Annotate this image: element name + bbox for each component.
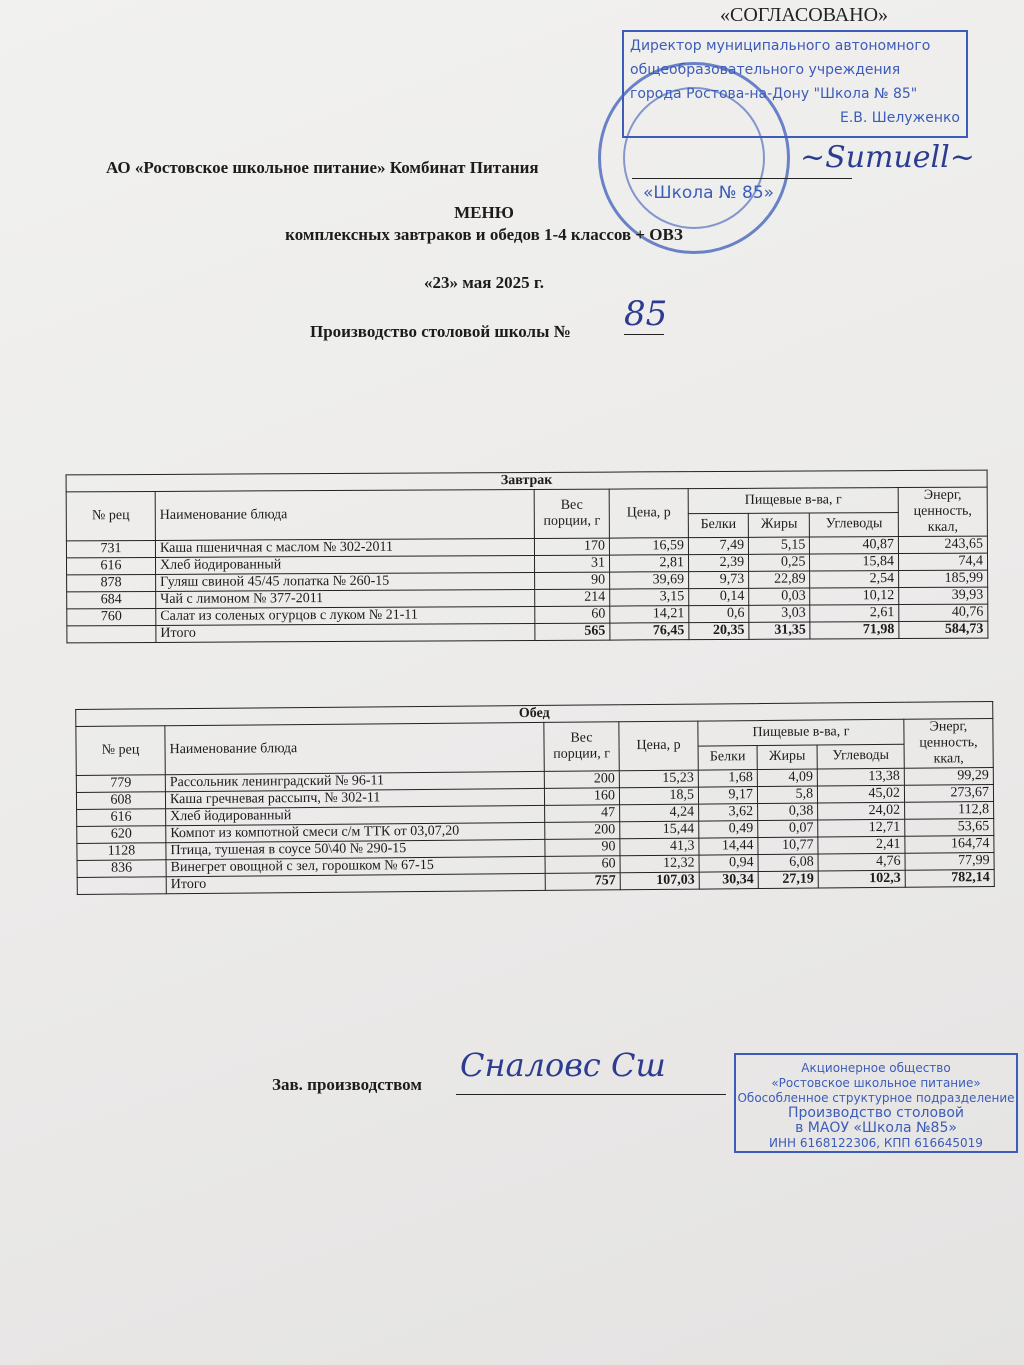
dish-name: Каша пшеничная с маслом № 302-2011 — [155, 538, 534, 557]
rec-number: 620 — [77, 826, 166, 844]
dish-name: Компот из компотной смеси с/м ТТК от 03,07,20 — [166, 822, 545, 842]
column-header-carbs: Углеводы — [817, 744, 904, 769]
protein: 3,62 — [699, 804, 758, 822]
column-header-carbs: Углеводы — [810, 512, 899, 537]
rec-number-total — [67, 625, 156, 642]
protein: 0,6 — [689, 605, 749, 622]
fat-total: 31,35 — [749, 622, 810, 639]
dish-name: Хлеб йодированный — [155, 555, 534, 574]
column-header-weight: Вес порции, г — [534, 489, 609, 538]
energy: 273,67 — [904, 784, 993, 802]
section-title: Завтрак — [66, 470, 987, 492]
price-total: 107,03 — [620, 872, 699, 890]
carbs: 24,02 — [818, 802, 905, 820]
company-name: АО «Ростовское школьное питание» Комбинат Питания — [106, 158, 539, 177]
production-stamp-line: «Ростовское школьное питание» — [771, 1076, 981, 1090]
column-header-energy: Энерг, ценность, ккал, — [904, 719, 993, 769]
director-stamp-line: города Ростова-на-Дону "Школа № 85" — [630, 86, 918, 102]
column-header-name: Наименование блюда — [155, 489, 534, 540]
dish-name: Гуляш свиной 45/45 лопатка № 260-15 — [156, 572, 535, 591]
director-stamp-line: общеобразовательного учреждения — [630, 62, 901, 78]
dish-name: Чай с лимоном № 377-2011 — [156, 589, 535, 608]
weight: 200 — [544, 771, 619, 789]
round-seal-text: «Школа № 85» — [643, 183, 775, 203]
rec-number: 616 — [67, 557, 156, 574]
carbs: 45,02 — [818, 785, 905, 803]
carbs: 4,76 — [818, 853, 905, 871]
carbs: 2,41 — [818, 836, 905, 854]
carbs: 12,71 — [818, 819, 905, 837]
energy: 74,4 — [898, 553, 987, 570]
rec-number: 836 — [77, 860, 166, 878]
price: 15,44 — [620, 821, 699, 839]
weight: 60 — [535, 606, 610, 623]
protein-total: 20,35 — [689, 622, 749, 639]
fat: 5,15 — [749, 537, 810, 554]
manager-label: Зав. производством — [272, 1075, 422, 1094]
rec-number-total — [77, 877, 166, 895]
column-header-protein: Белки — [698, 745, 757, 770]
carbs-total: 102,3 — [818, 870, 905, 888]
energy: 99,29 — [904, 767, 993, 785]
fat: 5,8 — [757, 786, 817, 804]
weight: 214 — [535, 589, 610, 606]
price: 3,15 — [610, 589, 689, 606]
fat: 0,25 — [749, 554, 810, 571]
fat: 3,03 — [749, 605, 810, 622]
column-header-nutrients: Пищевые в-ва, г — [698, 719, 904, 745]
signature-line — [456, 1094, 726, 1095]
column-header-energy: Энерг, ценность, ккал, — [898, 487, 987, 536]
fat: 4,09 — [757, 769, 817, 787]
protein: 0,49 — [699, 821, 758, 839]
production-stamp-line: в МАОУ «Школа №85» — [795, 1120, 957, 1136]
protein: 9,17 — [698, 787, 757, 805]
rec-number: 760 — [67, 608, 156, 625]
carbs: 40,87 — [810, 537, 899, 554]
column-header-fat: Жиры — [757, 745, 817, 770]
menu-title: МЕНЮ — [454, 203, 514, 222]
carbs: 10,12 — [810, 588, 899, 605]
rec-number: 1128 — [77, 843, 166, 861]
production-stamp-line: Акционерное общество — [801, 1061, 951, 1075]
breakfast-table — [66, 470, 989, 644]
column-header-rec: № рец — [66, 491, 155, 540]
protein: 7,49 — [688, 537, 748, 554]
dish-name: Птица, тушеная в соусе 50\40 № 290-15 — [166, 839, 545, 859]
production-stamp — [734, 1053, 1018, 1153]
dish-name-total: Итого — [156, 623, 535, 642]
section-title: Обед — [76, 702, 993, 727]
director-stamp — [622, 30, 968, 138]
price: 15,23 — [619, 770, 698, 788]
energy: 185,99 — [899, 570, 988, 587]
energy-total: 782,14 — [905, 869, 994, 887]
energy: 39,93 — [899, 587, 988, 604]
column-header-fat: Жиры — [748, 513, 809, 538]
column-header-name: Наименование блюда — [165, 722, 544, 774]
fat: 6,08 — [758, 854, 818, 872]
protein: 9,73 — [689, 571, 749, 588]
fat: 0,07 — [758, 820, 818, 838]
price: 39,69 — [610, 572, 689, 589]
energy: 112,8 — [905, 801, 994, 819]
weight: 47 — [545, 805, 620, 823]
fat: 0,03 — [749, 588, 810, 605]
rec-number: 616 — [77, 809, 166, 827]
menu-date: «23» мая 2025 г. — [424, 273, 544, 292]
rec-number: 608 — [76, 792, 165, 810]
energy: 53,65 — [905, 818, 994, 836]
protein: 14,44 — [699, 838, 758, 856]
weight: 90 — [535, 572, 610, 589]
production-stamp-line: Производство столовой — [788, 1105, 964, 1121]
rec-number: 779 — [76, 775, 165, 793]
dish-name: Винегрет овощной с зел, горошком № 67-15 — [166, 856, 545, 876]
dish-name: Каша гречневая рассыпч, № 302-11 — [165, 788, 544, 808]
price: 2,81 — [609, 555, 688, 572]
rec-number: 684 — [67, 591, 156, 608]
production-label: Производство столовой школы № — [310, 322, 571, 341]
production-stamp-line: ИНН 6168122306, КПП 616645019 — [769, 1136, 983, 1150]
lunch-table — [75, 701, 995, 895]
price: 18,5 — [619, 787, 698, 805]
header-underline — [632, 178, 852, 179]
weight: 60 — [545, 856, 620, 874]
fat: 22,89 — [749, 571, 810, 588]
column-header-weight: Вес порции, г — [544, 722, 619, 772]
energy-total: 584,73 — [899, 621, 988, 638]
manager-signature: Сналовс Сш — [460, 1046, 666, 1084]
weight: 31 — [534, 555, 609, 572]
dish-name: Салат из соленых огурцов с луком № 21-11 — [156, 606, 535, 625]
weight: 200 — [545, 822, 620, 840]
approval-label: «СОГЛАСОВАНО» — [720, 4, 889, 26]
price-total: 76,45 — [610, 623, 689, 640]
weight: 170 — [534, 538, 609, 555]
protein: 0,14 — [689, 588, 749, 605]
rec-number: 731 — [66, 540, 155, 557]
price: 14,21 — [610, 606, 689, 623]
energy: 164,74 — [905, 835, 994, 853]
price: 41,3 — [620, 838, 699, 856]
director-signature: ~Ѕиmuell~ — [800, 140, 975, 175]
fat: 0,38 — [758, 803, 818, 821]
price: 16,59 — [609, 538, 688, 555]
weight: 90 — [545, 839, 620, 857]
carbs: 15,84 — [810, 554, 899, 571]
weight-total: 565 — [535, 623, 610, 640]
weight-total: 757 — [545, 873, 620, 891]
fat-total: 27,19 — [758, 871, 818, 889]
director-stamp-line: Директор муниципального автономного — [630, 38, 931, 54]
column-header-protein: Белки — [688, 513, 748, 538]
energy: 77,99 — [905, 852, 994, 870]
protein-total: 30,34 — [699, 872, 758, 890]
price: 12,32 — [620, 855, 699, 873]
energy: 40,76 — [899, 604, 988, 621]
column-header-price: Цена, р — [609, 489, 688, 538]
carbs: 2,61 — [810, 605, 899, 622]
carbs: 13,38 — [817, 768, 904, 786]
protein: 1,68 — [698, 770, 757, 788]
weight: 160 — [544, 788, 619, 806]
price: 4,24 — [620, 804, 699, 822]
rec-number: 878 — [67, 574, 156, 591]
carbs: 2,54 — [810, 571, 899, 588]
protein: 2,39 — [688, 554, 748, 571]
carbs-total: 71,98 — [810, 622, 899, 639]
school-number: 85 — [624, 294, 668, 334]
column-header-nutrients: Пищевые в-ва, г — [688, 488, 898, 514]
production-stamp-line: Обособленное структурное подразделение — [737, 1091, 1015, 1105]
column-header-price: Цена, р — [619, 721, 698, 771]
dish-name-total: Итого — [166, 873, 545, 893]
menu-subtitle: комплексных завтраков и обедов 1-4 классов + ОВЗ — [285, 225, 683, 244]
dish-name: Хлеб йодированный — [166, 805, 545, 825]
protein: 0,94 — [699, 855, 758, 873]
column-header-rec: № рец — [76, 726, 165, 776]
director-name: Е.В. Шелуженко — [839, 110, 960, 126]
dish-name: Рассольник ленинградский № 96-11 — [165, 771, 544, 791]
energy: 243,65 — [898, 536, 987, 553]
fat: 10,77 — [758, 837, 818, 855]
